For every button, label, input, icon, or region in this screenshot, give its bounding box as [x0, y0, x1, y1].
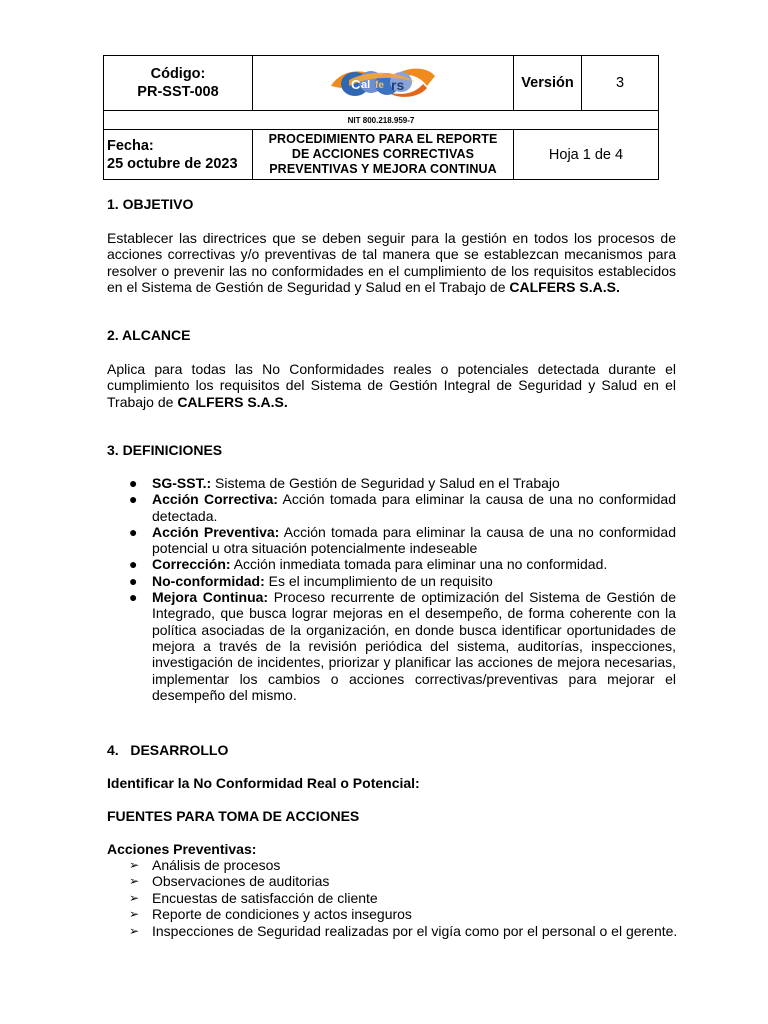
objetivo-line-3: resolver o prevenir las no conformidades en el cumplimiento de los requisitos establecidos: [107, 262, 676, 279]
list-item: [107, 890, 687, 906]
definition-text: Acción tomada para eliminar la causa de una no conformidad: [282, 491, 676, 508]
definition-item: [107, 524, 676, 557]
definition-text: Integrado, que busca lograr mejoras en el desempeño, de forma coherente con la: [152, 605, 676, 622]
definition-item: [107, 589, 676, 703]
alcance-paragraph: [107, 361, 676, 410]
definition-term: Acción Correctiva:: [152, 491, 278, 508]
fuentes-heading: FUENTES PARA TOMA DE ACCIONES: [107, 808, 360, 824]
fecha-cell: [104, 130, 253, 180]
definition-text: política asociadas de la organización, en donde busca identificar oportunidades de: [152, 621, 676, 638]
alcance-line-3-text: Trabajo de: [107, 393, 178, 410]
objetivo-heading: 1. OBJETIVO: [107, 196, 194, 212]
bullet-icon: ●: [129, 523, 138, 540]
version-label: Versión: [514, 56, 582, 111]
title-line-3: PREVENTIVAS Y MEJORA CONTINUA: [269, 162, 497, 176]
version-value: 3: [582, 56, 659, 111]
arrow-bullet-icon: ➢: [129, 907, 140, 922]
title-line-1: PROCEDIMIENTO PARA EL REPORTE: [268, 132, 498, 146]
page-count: Hoja 1 de 4: [514, 130, 659, 180]
definition-text: mejora a través de la revisión periódica del sistema, auditorías, inspecciones,: [152, 637, 676, 654]
definition-term: Mejora Continua:: [152, 589, 269, 606]
definition-term: SG-SST.:: [152, 475, 212, 491]
objetivo-line-4: [107, 279, 676, 295]
list-item: [107, 906, 687, 922]
list-item-text: Encuestas de satisfacción de cliente: [152, 889, 378, 906]
svg-text:al: al: [361, 79, 371, 91]
definition-item: [107, 475, 676, 491]
definition-term: No-conformidad:: [152, 572, 265, 589]
definition-text: Acción tomada para eliminar la causa de una no conformidad: [283, 523, 676, 540]
list-item-text: Observaciones de auditorias: [152, 873, 330, 890]
alcance-heading: 2. ALCANCE: [107, 327, 191, 343]
company-name: CALFERS S.A.S.: [509, 278, 620, 295]
objetivo-line-4-text: en el Sistema de Gestión de Seguridad y Salud en el Trabajo de: [107, 278, 510, 295]
bullet-icon: ●: [129, 475, 138, 491]
logo-cell: [253, 56, 514, 111]
bullet-icon: ●: [129, 572, 138, 589]
nit-number: NIT 800.218.959-7: [104, 111, 659, 130]
list-item-text: Reporte de condiciones y actos inseguros: [152, 906, 412, 923]
definiciones-heading: 3. DEFINICIONES: [107, 442, 223, 458]
acciones-preventivas-list: [107, 857, 687, 939]
arrow-bullet-icon: ➢: [129, 890, 140, 905]
company-name: CALFERS S.A.S.: [177, 393, 288, 410]
desarrollo-heading: 4. DESARROLLO: [107, 742, 229, 758]
definition-text: Es el incumplimiento de un requisito: [268, 572, 493, 589]
alcance-line-1: Aplica para todas las No Conformidades reales o potenciales detectada durante el: [107, 361, 676, 377]
objetivo-paragraph: [107, 230, 676, 295]
definition-text: investigación de incidentes, priorizar y planificar las acciones de mejora necesarias,: [152, 654, 676, 671]
document-title: [253, 130, 514, 180]
bullet-icon: ●: [129, 556, 138, 573]
title-line-2: DE ACCIONES CORRECTIVAS: [291, 147, 475, 161]
svg-text:rs: rs: [391, 77, 405, 93]
desarrollo-subheading: Identificar la No Conformidad Real o Potencial:: [107, 775, 420, 791]
acciones-preventivas-label: Acciones Preventivas:: [107, 841, 257, 857]
list-item-text: Análisis de procesos: [152, 857, 281, 873]
definition-item: [107, 491, 676, 524]
definiciones-list: [107, 475, 676, 703]
codigo-label: Código:: [150, 66, 206, 82]
codigo-cell: [104, 56, 253, 111]
definition-text: Proceso recurrente de optimización del Sistema de Gestión de: [273, 589, 676, 606]
definition-item: [107, 573, 676, 589]
definition-text: potencial u otra situación potencialmente indeseable: [152, 540, 478, 557]
definition-text: Sistema de Gestión de Seguridad y Salud en el Trabajo: [215, 475, 560, 491]
fecha-label: Fecha:: [107, 137, 154, 154]
list-item-text: Inspecciones de Seguridad realizadas por el vigía como por el personal o el gerente.: [152, 922, 678, 939]
definition-text: desempeño del mismo.: [152, 686, 297, 703]
list-item: [107, 923, 687, 939]
objetivo-line-1: Establecer las directrices que se deben seguir para la gestión en todos los procesos de: [107, 230, 676, 246]
fecha-value: 25 octubre de 2023: [107, 155, 238, 172]
codigo-value: PR-SST-008: [137, 84, 219, 100]
definition-term: Acción Preventiva:: [152, 523, 280, 540]
definition-text: detectada.: [152, 507, 218, 524]
calfers-logo: [327, 66, 439, 100]
arrow-bullet-icon: ➢: [129, 874, 140, 889]
arrow-bullet-icon: ➢: [129, 923, 140, 938]
objetivo-line-2: acciones correctivas y/o preventivas de tal manera que se establezcan mecanismos para: [107, 246, 676, 263]
document-header-table: [103, 55, 659, 180]
svg-text:fe: fe: [375, 80, 384, 91]
definition-term: Corrección:: [152, 556, 231, 573]
definition-text: implementar los cambios o acciones correctivas/preventivas para mejorar el: [152, 670, 676, 687]
bullet-icon: ●: [129, 589, 138, 606]
arrow-bullet-icon: ➢: [129, 858, 140, 872]
bullet-icon: ●: [129, 491, 138, 508]
svg-text:C: C: [351, 77, 361, 92]
list-item: [107, 857, 687, 873]
definition-item: [107, 556, 676, 572]
alcance-line-2: cumplimiento los requisitos del Sistema de Gestión Integral de Seguridad y Salud en el: [107, 377, 676, 394]
list-item: [107, 873, 687, 889]
alcance-line-3: [107, 394, 676, 410]
definition-text: Acción inmediata tomada para eliminar una no conformidad.: [233, 556, 608, 573]
